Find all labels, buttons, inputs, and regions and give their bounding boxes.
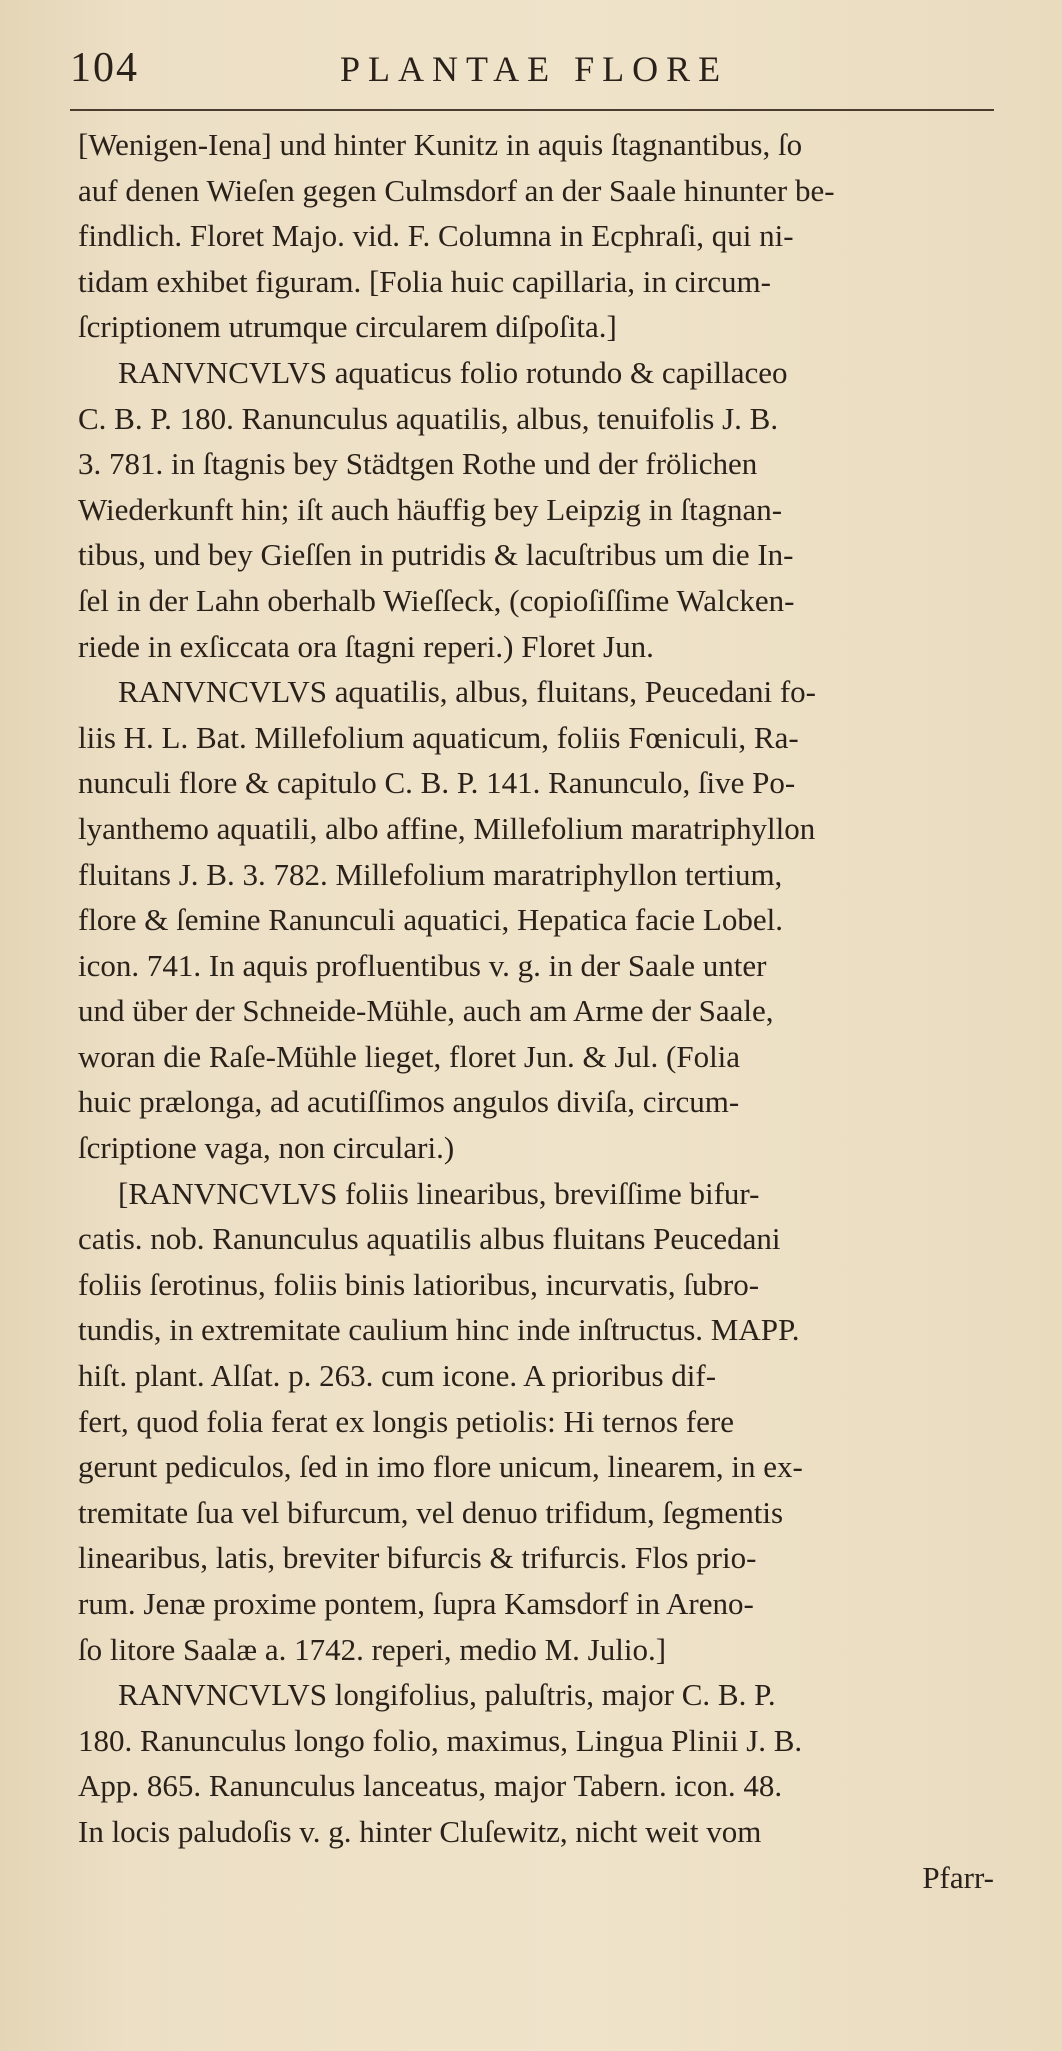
text-line: tremitate ſua vel bifurcum, vel denuo trifidum, ſegmentis	[78, 1494, 784, 1530]
text-line: tundis, in extremitate caulium hinc inde inſtructus. MAPP.	[78, 1312, 800, 1348]
text-line: 3. 781. in ſtagnis bey Städtgen Rothe und der frölichen	[78, 446, 758, 482]
text-line: App. 865. Ranunculus lanceatus, major Tabern. icon. 48.	[78, 1768, 783, 1804]
page-header	[70, 44, 998, 94]
text-line: In locis paludoſis v. g. hinter Cluſewitz, nicht weit vom	[78, 1813, 762, 1849]
text-line: ſel in der Lahn oberhalb Wieſſeck, (copioſiſſime Walcken-	[78, 582, 795, 618]
text-line: und über der Schneide-Mühle, auch am Arme der Saale,	[78, 993, 774, 1029]
text-line: hiſt. plant. Alſat. p. 263. cum icone. A prioribus dif-	[78, 1358, 717, 1394]
text-line: rum. Jenæ proxime pontem, ſupra Kamsdorf in Areno-	[78, 1586, 754, 1621]
text-line: ſcriptionem utrumque circularem diſpoſita.]	[78, 309, 617, 345]
text-block	[78, 122, 998, 1900]
text-line: Pfarr-	[922, 1859, 994, 1895]
text-line: tidam exhibet figuram. [Folia huic capillaria, in circum-	[78, 263, 771, 299]
text-line: flore & ſemine Ranunculi aquatici, Hepatica facie Lobel.	[78, 902, 783, 938]
text-line: catis. nob. Ranunculus aquatilis albus fluitans Peucedani	[78, 1221, 781, 1257]
text-line: [RANVNCVLVS foliis linearibus, breviſſime bifur-	[118, 1175, 760, 1211]
text-line: RANVNCVLVS aquatilis, albus, fluitans, Peucedani fo-	[118, 674, 816, 710]
text-line: RANVNCVLVS longifolius, paluſtris, major C. B. P.	[118, 1677, 776, 1713]
text-line: [Wenigen-Iena] und hinter Kunitz in aquis ſtagnantibus, ſo	[78, 127, 803, 162]
text-line: icon. 741. In aquis profluentibus v. g. in der Saale unter	[78, 947, 767, 983]
text-line: fert, quod folia ferat ex longis petiolis: Hi ternos fere	[78, 1403, 734, 1439]
text-line: woran die Raſe-Mühle lieget, floret Jun. & Jul. (Folia	[78, 1038, 741, 1074]
text-line: ſo litore Saalæ a. 1742. reperi, medio M. Julio.]	[78, 1631, 667, 1667]
page-number: 104	[70, 45, 139, 91]
text-line: findlich. Floret Majo. vid. F. Columna in Ecphraſi, qui ni-	[78, 218, 794, 254]
header-rule	[70, 109, 994, 111]
text-line: lyanthemo aquatili, albo affine, Millefolium maratriphyllon	[78, 810, 816, 846]
text-line: tibus, und bey Gieſſen in putridis & lacuſtribus um die In-	[78, 537, 794, 573]
text-line: RANVNCVLVS aquaticus folio rotundo & capillaceo	[118, 354, 788, 390]
text-line: liis H. L. Bat. Millefolium aquaticum, foliis Fœniculi, Ra-	[78, 719, 799, 755]
text-line: auf denen Wieſen gegen Culmsdorf an der Saale hinunter be-	[78, 172, 835, 208]
text-line: ſcriptione vaga, non circulari.)	[78, 1130, 455, 1166]
text-line: riede in exſiccata ora ſtagni reperi.) Floret Jun.	[78, 628, 654, 664]
text-line: Wiederkunft hin; iſt auch häuffig bey Leipzig in ſtagnan-	[78, 491, 783, 527]
text-line: linearibus, latis, breviter bifurcis & trifurcis. Flos prio-	[78, 1540, 757, 1576]
running-head: PLANTAE FLORE	[340, 49, 729, 89]
text-line: fluitans J. B. 3. 782. Millefolium maratriphyllon tertium,	[78, 856, 783, 892]
text-line: gerunt pediculos, ſed in imo flore unicum, linearem, in ex-	[78, 1449, 803, 1485]
text-line: nunculi flore & capitulo C. B. P. 141. Ranunculo, ſive Po-	[78, 765, 796, 801]
text-line: 180. Ranunculus longo folio, maximus, Lingua Plinii J. B.	[78, 1722, 803, 1758]
text-line: huic prælonga, ad acutiſſimos angulos diviſa, circum-	[78, 1084, 740, 1120]
text-line: foliis ſerotinus, foliis binis latioribus, incurvatis, ſubro-	[78, 1266, 760, 1302]
text-line: C. B. P. 180. Ranunculus aquatilis, albus, tenuifolis J. B.	[78, 400, 779, 436]
